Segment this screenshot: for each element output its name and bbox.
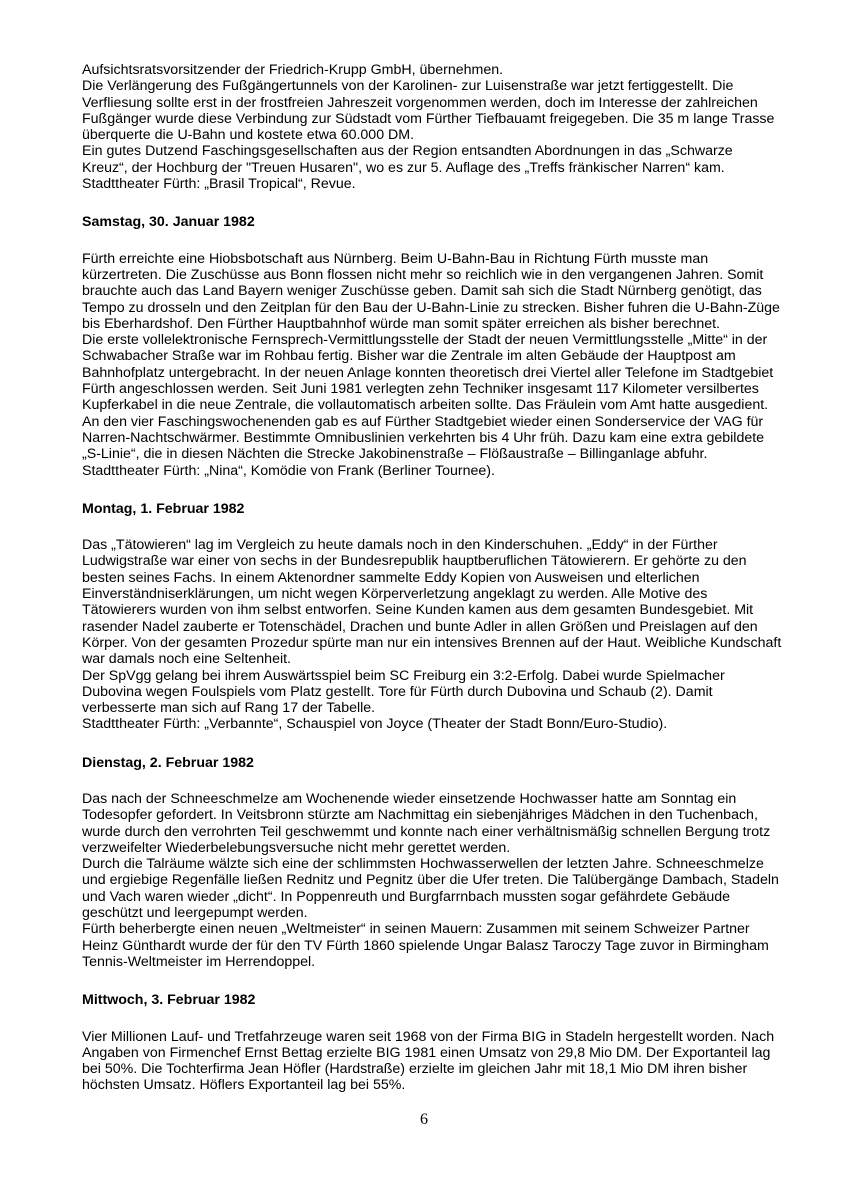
paragraph: Stadttheater Fürth: „Nina“, Komödie von Frank (Berliner Tournee). (82, 462, 495, 479)
date-heading: Samstag, 30. Januar 1982 (82, 214, 255, 231)
paragraph: Der SpVgg gelang bei ihrem Auswärtsspiel beim SC Freiburg ein 3:2-Erfolg. Dabei wurde Spielmacher Dubovina wegen Foulspiels vom Platz gestellt. Tore für Fürth durch Dubovina und Schaub (2). Damit verbesserte man sich auf Rang 17 der Tabelle. (82, 667, 725, 717)
paragraph: Fürth erreichte eine Hiobsbotschaft aus Nürnberg. Beim U-Bahn-Bau in Richtung Fürth musste man kürzertreten. Die Zuschüsse aus Bonn flossen nicht mehr so reichlich wie in den vergangenen Jahren. Somit brauchte auch das Land Bayern weniger Zuschüsse geben. Damit sah sich die Stadt Nürnberg genötigt, das Tempo zu drosseln und den Zeitplan für den Bau der U-Bahn-Linie zu strecken. Bisher fuhren die U-Bahn-Züge bis Eberhardshof. Den Fürther Hauptbahnhof würde man somit später erreichen als bisher berechnet. (82, 250, 780, 332)
document-body (82, 62, 782, 1094)
date-heading: Dienstag, 2. Februar 1982 (82, 754, 254, 771)
paragraph: Stadttheater Fürth: „Brasil Tropical“, Revue. (82, 176, 356, 193)
paragraph: Stadttheater Fürth: „Verbannte“, Schauspiel von Joyce (Theater der Stadt Bonn/Euro-Studio). (82, 716, 668, 733)
paragraph: Ein gutes Dutzend Faschingsgesellschaften aus der Region entsandten Abordnungen in das „Schwarze Kreuz“, der Hochburg der "Treuen Husaren", wo es zur 5. Auflage des „Treffs fränkischer Narren“ kam. (82, 143, 733, 176)
paragraph: An den vier Faschingswochenenden gab es auf Fürther Stadtgebiet wieder einen Sonderservice der VAG für Narren-Nachtschwärmer. Bestimmte Omnibuslinien verkehrten bis 4 Uhr früh. Dazu kam eine extra gebildete „S-Linie“, die in diesen Nächten die Strecke Jakobinenstraße – Flößaustraße – Billinganlage abfuhr. (82, 413, 765, 463)
paragraph: Aufsichtsratsvorsitzender der Friedrich-Krupp GmbH, übernehmen. (82, 62, 504, 78)
paragraph: Vier Millionen Lauf- und Tretfahrzeuge waren seit 1968 von der Firma BIG in Stadeln hergestellt worden. Nach Angaben von Firmenchef Ernst Bettag erzielte BIG 1981 einen Umsatz von 29,8 Mio DM. Der Exportanteil lag bei 50%. Die Tochterfirma Jean Höfler (Hardstraße) erzielte im gleichen Jahr mit 18,1 Mio DM ihren bisher höchsten Umsatz. Höflers Exportanteil lag bei 55%. (82, 1028, 775, 1094)
paragraph: Die Verlängerung des Fußgängertunnels von der Karolinen- zur Luisenstraße war jetzt fertiggestellt. Die Verfliesung sollte erst in der frostfreien Jahreszeit vorgenommen werden, doch im Interesse der zahlreichen Fußgänger wurde diese Verbindung zur Südstadt vom Fürther Tiefbauamt freigegeben. Die 35 m lange Trasse überquerte die U-Bahn und kostete etwa 60.000 DM. (82, 78, 775, 144)
paragraph: Das „Tätowieren“ lag im Vergleich zu heute damals noch in den Kinderschuhen. „Eddy“ in der Fürther Ludwigstraße war einer von sechs in der Bundesrepublik hauptberuflichen Tätowierern. Er gehörte zu den besten seines Fachs. In einem Aktenordner sammelte Eddy Kopien von Ausweisen und elterlichen Einverständniserklärungen, um nicht wegen Körperverletzung angeklagt zu werden. Alle Motive des Tätowierers wurden von ihm selbst entworfen. Seine Kunden kamen aus dem gesamten Bundesgebiet. Mit rasender Nadel zauberte er Totenschädel, Drachen und bunte Adler in allen Größen und Preislagen auf den Körper. Von der gesamten Prozedur spürte man nur ein intensives Brennen auf der Haut. Weibliche Kundschaft war damals noch eine Seltenheit. (82, 537, 782, 668)
paragraph: Fürth beherbergte einen neuen „Weltmeister“ in seinen Mauern: Zusammen mit seinem Schweizer Partner Heinz Günthardt wurde der für den TV Fürth 1860 spielende Ungar Balasz Taroczy Tage zuvor in Birmingham Tennis-Weltmeister im Herrendoppel. (82, 921, 769, 970)
date-heading: Montag, 1. Februar 1982 (82, 500, 245, 517)
paragraph: Durch die Talräume wälzte sich eine der schlimmsten Hochwasserwellen der letzten Jahre. Schneeschmelze und ergiebige Regenfälle ließen Rednitz und Pegnitz über die Ufer treten. Die Talübergänge Dambach, Stadeln und Vach waren wieder „dicht“. In Poppenreuth und Burgfarrnbach mussten sogar gefährdete Gebäude geschützt und leergepumpt werden. (82, 856, 779, 922)
paragraph: Das nach der Schneeschmelze am Wochenende wieder einsetzende Hochwasser hatte am Sonntag ein Todesopfer gefordert. In Veitsbronn stürzte am Nachmittag ein siebenjähriges Mädchen in den Tuchenbach, wurde durch den verrohrten Teil geschwemmt und konnte nach einer verhältnismäßig schnellen Bergung trotz verzweifelter Wiederbelebungsversuche nicht mehr gerettet werden. (82, 790, 771, 856)
date-heading: Mittwoch, 3. Februar 1982 (82, 992, 256, 1009)
page-number: 6 (420, 1111, 428, 1128)
paragraph: Die erste vollelektronische Fernsprech-Vermittlungsstelle der Stadt der neuen Vermittlungsstelle „Mitte“ in der Schwabacher Straße war im Rohbau fertig. Bisher war die Zentrale im alten Gebäude der Hauptpost am Bahnhofplatz untergebracht. In der neuen Anlage konnten theoretisch drei Viertel aller Telefone im Stadtgebiet Fürth angeschlossen werden. Seit Juni 1981 verlegten zehn Techniker insgesamt 117 Kilometer versilbertes Kupferkabel in die neue Zentrale, die vollautomatisch arbeiten sollte. Das Fräulein vom Amt hatte ausgedient. (82, 332, 774, 414)
